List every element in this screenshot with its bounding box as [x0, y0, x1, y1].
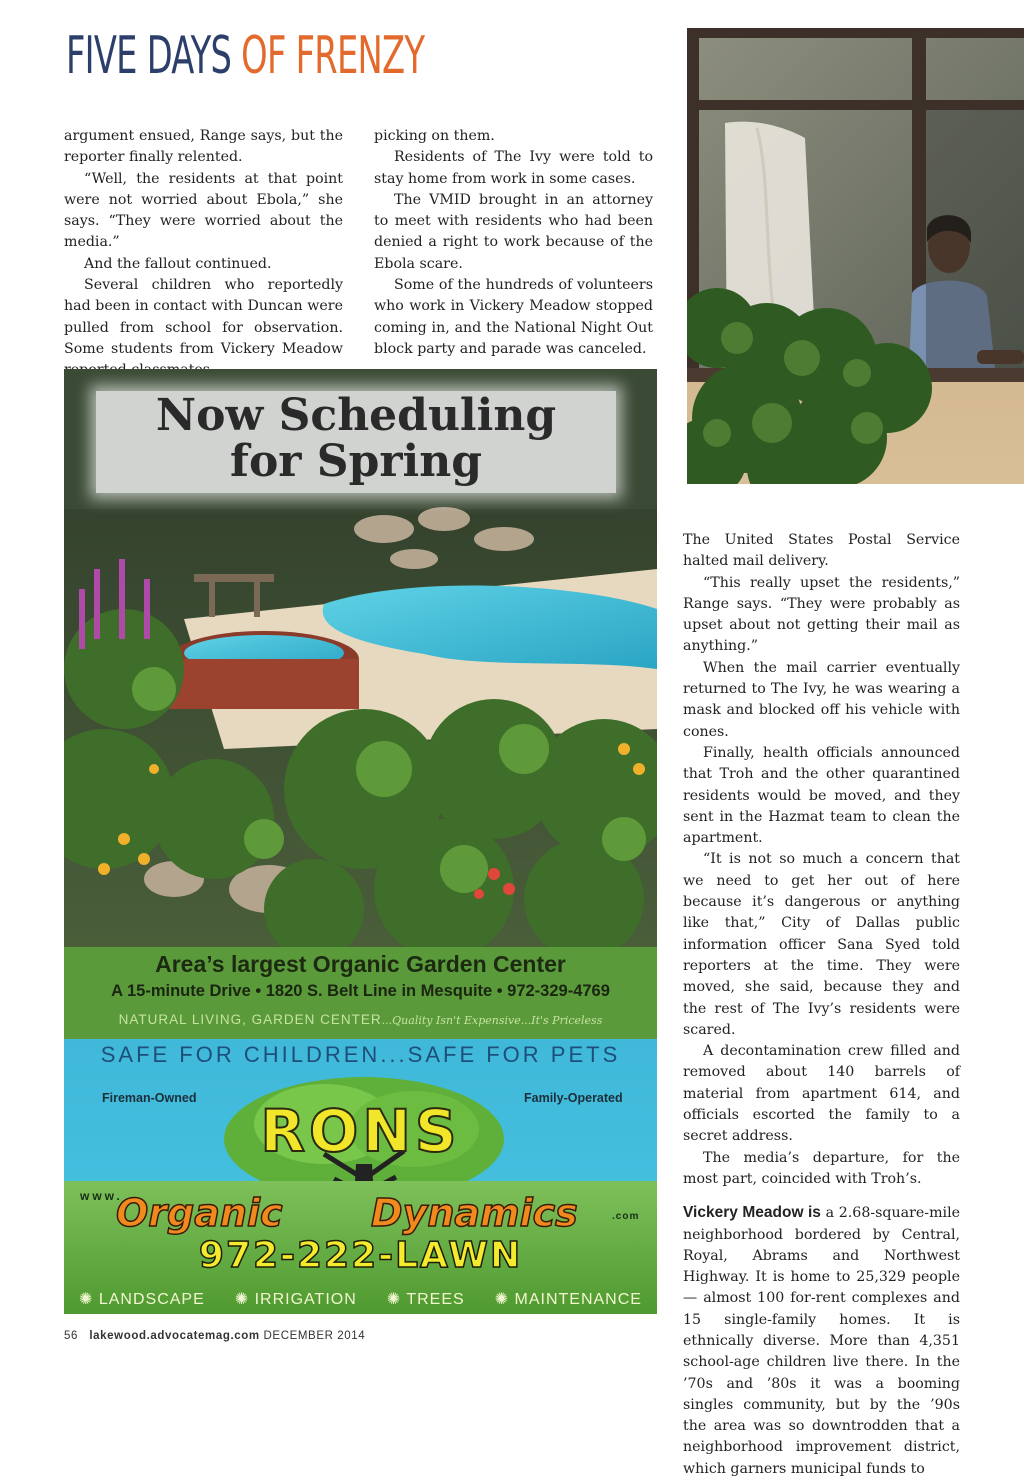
ad-services-list — [64, 1289, 657, 1309]
site-url[interactable]: lakewood.advocatemag.com — [89, 1330, 260, 1342]
paragraph: Some of the hundreds of volunteers who work in Vickery Meadow stopped coming in, and the National Night Out block party and parade was canceled. — [374, 277, 653, 357]
service-landscape: ✺ LANDSCAPE — [79, 1289, 205, 1309]
ad-brand-organic: Organic — [116, 1191, 283, 1235]
ad-family-operated: Family-Operated — [524, 1091, 623, 1105]
ad-band-title: Area’s largest Organic Garden Center — [155, 951, 566, 977]
page-title — [66, 28, 424, 84]
ad-brand-rons: RONS — [260, 1097, 461, 1165]
paragraph: “This really upset the residents,” Range says. “They were probably as upset about not getting their mail as anything.” — [683, 574, 960, 655]
article-column-1 — [64, 126, 343, 382]
paragraph: “Well, the residents at that point were not worried about Ebola,” she says. “They were worried about the media.” — [64, 170, 343, 251]
ad-brand-dynamics: Dynamics — [371, 1191, 578, 1235]
service-irrigation: ✺ IRRIGATION — [235, 1289, 357, 1309]
ad-headline-line1: Now Scheduling — [155, 390, 557, 441]
page-number: 56 — [64, 1330, 78, 1342]
ad-fireman-owned: Fireman-Owned — [102, 1091, 197, 1105]
ad-phone[interactable]: 972-222-LAWN — [198, 1235, 523, 1276]
ad-slogan-caps: NATURAL LIVING, GARDEN CENTER — [118, 1012, 382, 1027]
paragraph: picking on them. — [374, 128, 495, 144]
title-part-of-frenzy: OF FRENZY — [241, 26, 425, 86]
ad-headline-line2: for Spring — [230, 436, 482, 487]
paragraph: Several children who reportedly had been in contact with Duncan were pulled from school for observation. Some students from Vickery Meadow — [64, 277, 343, 357]
ad-dotcom: .com — [612, 1211, 640, 1222]
paragraph: The media’s departure, for the most part, coincided with Troh’s. — [683, 1149, 960, 1187]
ad-www: www. — [80, 1189, 123, 1203]
paragraph: Finally, health officials announced that Troh and the other quarantined residents would be moved, and they sent in the Hazmat team to clean the apartment. — [683, 744, 960, 847]
page-footer — [64, 1330, 365, 1342]
paragraph: The United States Postal Service halted mail delivery. — [683, 532, 960, 570]
ad-safe-line: SAFE FOR CHILDREN...SAFE FOR PETS — [100, 1042, 621, 1067]
paragraph: And the fallout continued. — [84, 255, 272, 272]
article-column-3 — [683, 530, 960, 1480]
paragraph: argument ensued, Range says, but the reporter finally relented. — [64, 128, 343, 166]
paragraph: Residents of The Ivy were told to stay home from work in some cases. — [374, 149, 653, 187]
lead-in: Vickery Meadow is — [683, 1204, 821, 1222]
section-lead-paragraph — [683, 1202, 960, 1480]
service-maintenance: ✺ MAINTENANCE — [495, 1289, 642, 1309]
ad-slogan-italic: ...Quality Isn't Expensive...It's Priceless — [381, 1014, 603, 1027]
paragraph: A decontamination crew filled and removed about 140 barrels of material from apartment 614, and officials escorted the family to a secret address. — [683, 1043, 960, 1145]
ad-band-slogan — [64, 1012, 657, 1027]
lead-text: a 2.68-square-mile neighborhood bordered by Central, Royal, Abrams and Northwest Highway. It is home to 25,329 people — almost 100 for-rent complexes and 15 single-family homes. It is ethnically diverse. More than 4,351 school-age children live there. In the ’70s and ’80s it was a booming singles community, but by the ’90s the area was so downtrodden that a neighborhood improvement district, which garners municipal funds to — [683, 1205, 960, 1477]
ad-headline — [96, 390, 616, 487]
title-part-five-days: FIVE DAYS — [66, 26, 232, 86]
ad-band-address: A 15-minute Drive • 1820 S. Belt Line in Mesquite • 972-329-4769 — [111, 982, 610, 1000]
advertisement[interactable] — [64, 369, 657, 1314]
window-photo — [687, 28, 1024, 484]
paragraph: The VMID brought in an attorney to meet with residents who had been denied a right to work because of the Ebola scare. — [374, 191, 653, 272]
service-trees: ✺ TREES — [387, 1289, 465, 1309]
article-column-2 — [374, 126, 653, 360]
paragraph: When the mail carrier eventually returned to The Ivy, he was wearing a mask and blocked off his vehicle with cones. — [683, 659, 960, 740]
window-photo-illustration — [687, 28, 1024, 484]
paragraph: “It is not so much a concern that we need to get her out of here because it’s dangerous or anything like that,” City of Dallas public information officer Sana Syed told reporters at the time. They were moved, she said, because they and the rest of The Ivy’s residents were scared. — [683, 851, 960, 1038]
issue-date: DECEMBER 2014 — [263, 1330, 366, 1342]
